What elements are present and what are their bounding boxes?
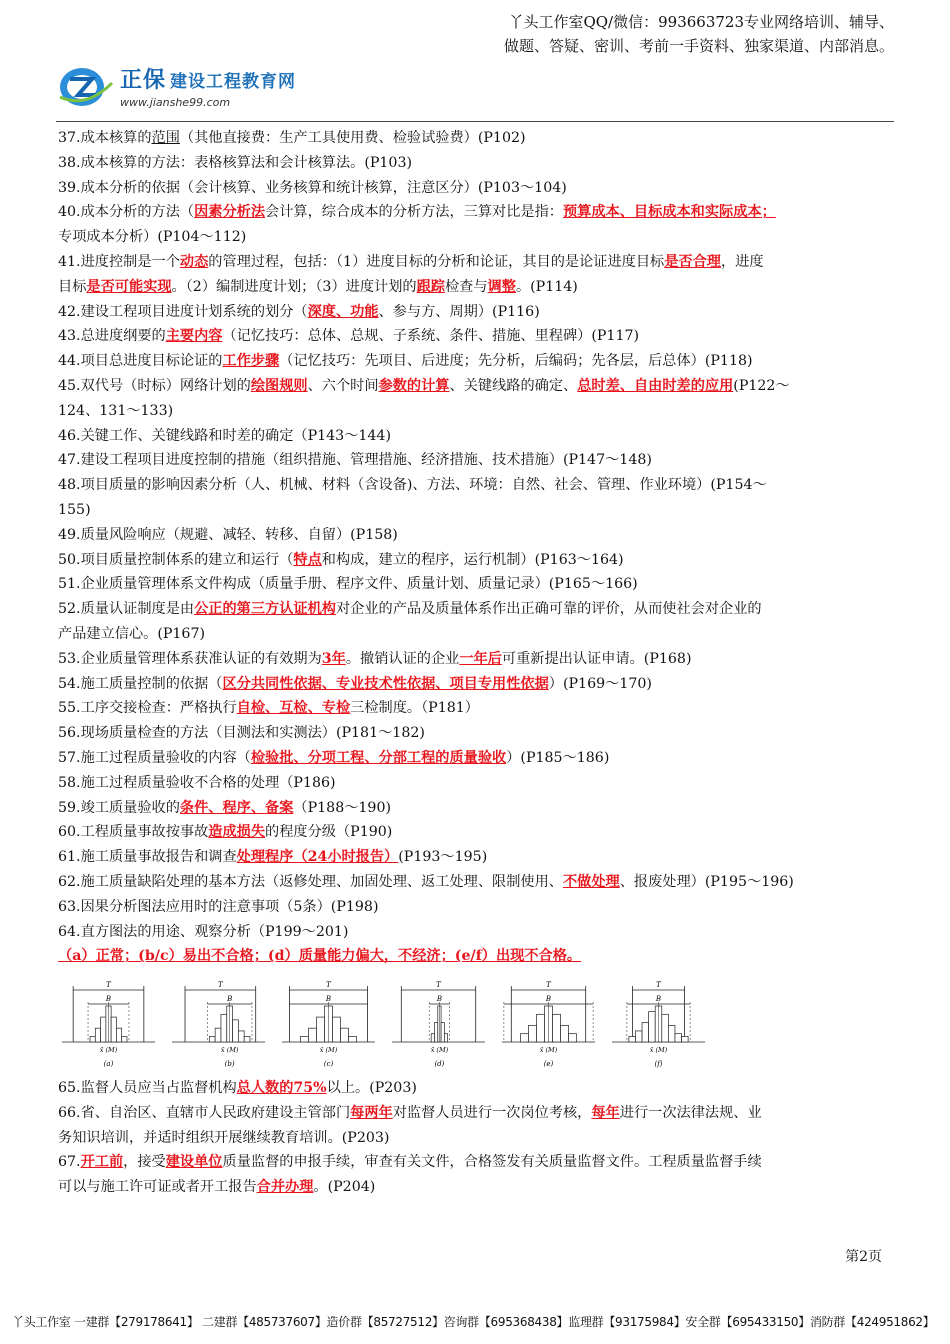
highlighted-text: 跟踪 (416, 278, 445, 295)
highlighted-text: 预算成本、目标成本和实际成本； (562, 204, 776, 221)
distribution-label: B (325, 995, 332, 1004)
text-segment: 39.成本分析的依据（会计核算、业务核算和统计核算，注意区分）(P103～104) (58, 179, 567, 196)
text-segment: 50.项目质量控制体系的建立和运行（ (58, 551, 294, 568)
text-line (58, 275, 894, 300)
highlighted-text: 条件、程序、备案 (179, 799, 294, 816)
text-line (58, 796, 894, 821)
histogram-bar (434, 1023, 437, 1042)
highlighted-text: （a）正常；(b/c）易出不合格；(d）质量能力偏大，不经济；(e/f）出现不合格。 (58, 948, 582, 965)
highlighted-text: 合并办理 (256, 1179, 314, 1196)
histogram-bar (122, 1037, 127, 1043)
text-line (58, 523, 894, 548)
text-line (58, 845, 894, 870)
text-line (58, 1175, 894, 1200)
highlighted-text: 处理程序（24小时报告） (236, 849, 399, 866)
text-line (58, 1076, 894, 1101)
histogram-bar (95, 1028, 100, 1042)
text-line (58, 548, 894, 573)
text-line (58, 200, 894, 225)
highlighted-text: 总时差、自由时差的应用 (577, 377, 734, 394)
text-line (58, 721, 894, 746)
panel-label: (c) (323, 1060, 334, 1069)
histogram-svg (58, 976, 159, 1074)
histogram-panel (608, 976, 709, 1074)
histogram-bar (668, 1025, 675, 1042)
histogram-bar (529, 1025, 537, 1042)
text-segment: (P193～195) (398, 849, 488, 866)
axis-label: x̄ (M) (539, 1046, 558, 1055)
highlighted-text: 每两年 (350, 1104, 393, 1121)
text-segment: 54.施工质量控制的依据（ (58, 675, 223, 692)
text-segment: 63.因果分析图法应用时的注意事项（5条）(P198) (58, 898, 379, 915)
text-line (58, 1101, 894, 1126)
text-segment: 51.企业质量管理体系文件构成（质量手册、程序文件、质量计划、质量记录）(P165～166) (58, 576, 638, 593)
histogram-panel (498, 976, 599, 1074)
histogram-bar (209, 1037, 215, 1043)
text-segment: 38.成本核算的方法：表格核算法和会计核算法。(P103) (58, 154, 413, 171)
text-segment: ）(P185～186) (506, 749, 610, 766)
logo-url: www.jianshe99.com (120, 96, 231, 109)
histogram-bar (101, 1017, 106, 1042)
histogram-svg (388, 976, 489, 1074)
text-segment: ，接受 (123, 1154, 166, 1171)
text-segment: 对监督人员进行一次岗位考核， (392, 1104, 592, 1121)
highlighted-text: 一年后 (459, 650, 502, 667)
tolerance-label: T (436, 981, 441, 990)
text-line (58, 572, 894, 597)
logo-name: 建设工程教育网 (170, 72, 297, 92)
text-line (58, 225, 894, 250)
text-segment: 58.施工过程质量验收不合格的处理（P186) (58, 774, 336, 791)
text-segment: 57.施工过程质量验收的内容（ (58, 749, 251, 766)
axis-label: x̄ (M) (430, 1046, 449, 1055)
text-line (58, 300, 894, 325)
highlighted-text: 工作步骤 (222, 353, 280, 370)
text-line (58, 151, 894, 176)
text-segment: 。撤销认证的企业 (345, 650, 460, 667)
histogram-svg (168, 976, 269, 1074)
text-segment: 检查与 (444, 278, 488, 295)
axis-label: x̄ (M) (220, 1046, 239, 1055)
header-note (424, 10, 894, 58)
histogram-bar (569, 1034, 577, 1042)
text-segment: 范围 (151, 130, 180, 146)
text-segment: 37.成本核算的 (58, 130, 152, 146)
logo-brand: 正保 (120, 68, 167, 93)
text-segment: 43.总进度纲要的 (58, 328, 166, 345)
histogram-bar (649, 1012, 656, 1042)
highlighted-text: 造成损失 (208, 824, 266, 841)
text-segment: 55.工序交接检查：严格执行 (58, 700, 237, 717)
text-segment: 可重新提出认证申请。(P168) (501, 650, 692, 667)
histogram-bar (521, 1034, 529, 1042)
text-line (58, 870, 894, 895)
highlighted-text: 公正的第三方认证机构 (194, 601, 336, 618)
highlighted-text: 特点 (293, 551, 322, 568)
histogram-panel (168, 976, 269, 1074)
histogram-bar (682, 1037, 689, 1043)
histogram-bar (215, 1028, 221, 1042)
axis-label: x̄ (M) (99, 1046, 118, 1055)
text-segment: 。(P204) (313, 1179, 376, 1196)
text-segment: 42.建设工程项目进度计划系统的划分（ (58, 303, 308, 320)
highlighted-text: 调整 (487, 278, 516, 295)
text-line (58, 746, 894, 771)
histogram-bar (662, 1014, 669, 1042)
text-segment: 47.建设工程项目进度控制的措施（组织措施、管理措施、经济措施、技术措施）(P147～148) (58, 452, 652, 469)
text-line (58, 1126, 894, 1151)
text-block-2 (58, 1076, 894, 1200)
histogram-bar (301, 1037, 309, 1043)
footer-groups: 丫头工作室 一建群【279178641】 二建群【485737607】造价群【85727512】咨询群【695368438】监理群【93175984】安全群【695433150】消防群【424951862】 (12, 1315, 935, 1329)
histogram-figures (58, 976, 894, 1074)
text-line (58, 944, 894, 969)
text-line (58, 448, 894, 473)
text-line (58, 771, 894, 796)
text-line (58, 424, 894, 449)
highlighted-text: 不做处理 (562, 873, 620, 890)
text-segment: ）(P169～170) (548, 675, 652, 692)
histogram-bar (317, 1017, 325, 1042)
histogram-bar (635, 1031, 642, 1042)
logo-emblem-icon (56, 63, 114, 109)
text-line (58, 498, 894, 523)
text-segment: 。(P114) (515, 278, 578, 295)
highlighted-text: 主要内容 (165, 328, 223, 345)
text-line (58, 324, 894, 349)
tolerance-label: T (326, 981, 331, 990)
highlighted-text: 因素分析法 (194, 204, 266, 221)
histogram-bar (441, 1023, 444, 1042)
text-segment: 、报废处理）(P195～196) (619, 873, 794, 890)
text-line (58, 473, 894, 498)
text-segment: 以上。(P203) (326, 1080, 417, 1097)
text-segment: （其他直接费：生产工具使用费、检验试验费）(P102) (179, 130, 526, 146)
histogram-bar (233, 1020, 239, 1042)
distribution-label: B (227, 995, 233, 1004)
histogram-bar (537, 1014, 545, 1042)
text-line (58, 126, 894, 151)
highlighted-text: 自检、互检、专检 (236, 700, 351, 717)
text-segment: 、参与方、周期）(P116) (378, 303, 540, 320)
histogram-bar (333, 1017, 341, 1042)
highlighted-text: 检验批、分项工程、分部工程的质量验收 (250, 749, 507, 766)
histogram-svg (278, 976, 379, 1074)
histogram-bar (90, 1037, 95, 1043)
text-line (58, 250, 894, 275)
text-segment: 和构成，建立的程序，运行机制）(P163～164) (321, 551, 624, 568)
text-segment: (P122～ (733, 377, 790, 394)
text-line (58, 374, 894, 399)
histogram-bar (221, 1014, 227, 1042)
text-line (58, 672, 894, 697)
distribution-label: B (105, 995, 112, 1004)
page-number: 第2页 (845, 1249, 882, 1265)
text-line (58, 647, 894, 672)
panel-label: (e) (543, 1060, 554, 1069)
highlighted-text: 总人数的75% (236, 1080, 327, 1097)
text-line (58, 895, 894, 920)
text-segment: 质量监督的申报手续，审查有关文件，合格签发有关质量监督文件。工程质量监督手续 (222, 1154, 762, 1171)
panel-label: (b) (224, 1060, 235, 1069)
brand-logo (56, 58, 296, 114)
text-segment: 49.质量风险响应（规避、减轻、转移、自留）(P158) (58, 526, 398, 543)
histogram-svg (608, 976, 709, 1074)
text-segment: 的管理过程，包括：（1）进度目标的分析和论证，其目的是论证进度目标 (208, 253, 665, 270)
text-segment: 三检制度。（P181） (350, 700, 479, 717)
highlighted-text: 开工前 (80, 1154, 124, 1171)
highlighted-text: 是否合理 (664, 253, 721, 270)
text-segment: 41.进度控制是一个 (58, 253, 180, 270)
histogram-bar (309, 1028, 317, 1042)
text-segment: 40.成本分析的方法（ (58, 204, 195, 221)
highlighted-text: 每年 (591, 1104, 620, 1121)
text-segment: 产品建立信心。(P167) (58, 625, 206, 642)
histogram-bar (111, 1017, 116, 1042)
text-segment: 56.现场质量检查的方法（目测法和实测法）(P181～182) (58, 725, 425, 742)
text-segment: 。（2）编制进度计划；（3）进度计划的 (171, 278, 417, 295)
highlighted-text: 深度、功能 (307, 303, 379, 320)
text-line (58, 399, 894, 424)
text-segment: ，进度 (720, 253, 764, 270)
panel-label: (f) (654, 1060, 663, 1069)
text-segment: 124、131～133) (58, 402, 174, 419)
text-segment: 进行一次法律法规、业 (619, 1104, 762, 1121)
text-segment: 64.直方图法的用途、观察分析（P199～201) (58, 923, 349, 940)
text-segment: 、关键线路的确定、 (449, 377, 578, 394)
histogram-svg (498, 976, 599, 1074)
panel-label: (d) (434, 1060, 445, 1069)
highlighted-text: 建设单位 (165, 1154, 223, 1171)
text-segment: 45.双代号（时标）网络计划的 (58, 377, 251, 394)
histogram-bar (675, 1034, 682, 1042)
axis-label: x̄ (M) (649, 1046, 668, 1055)
histogram-bar (341, 1028, 349, 1042)
tolerance-label: T (546, 981, 551, 990)
distribution-label: B (545, 995, 552, 1004)
highlighted-text: 绘图规则 (250, 377, 308, 394)
text-segment: （P188～190) (293, 799, 392, 816)
text-segment: 67. (58, 1154, 81, 1171)
histogram-bar (238, 1031, 244, 1042)
axis-label: x̄ (M) (319, 1046, 338, 1055)
histogram-bar (349, 1037, 357, 1043)
histogram-bar (642, 1023, 649, 1042)
text-segment: （记忆技巧：先项目、后进度；先分析，后编码；先各层，后总体）(P118) (279, 353, 753, 370)
text-line (58, 622, 894, 647)
text-segment: 目标 (58, 278, 87, 295)
panel-label: (a) (103, 1060, 114, 1069)
text-segment: 65.监督人员应当占监督机构 (58, 1080, 237, 1097)
text-line (58, 1150, 894, 1175)
histogram-panel (58, 976, 159, 1074)
text-segment: 52.质量认证制度是由 (58, 601, 195, 618)
histogram-panel (278, 976, 379, 1074)
distribution-label: B (436, 995, 443, 1004)
text-segment: 155) (58, 501, 91, 518)
text-segment: 对企业的产品及质量体系作出正确可靠的评价，从而使社会对企业的 (335, 601, 762, 618)
text-segment: 44.项目总进度目标论证的 (58, 353, 223, 370)
histogram-bar (431, 1034, 434, 1042)
text-segment: 46.关键工作、关键线路和时差的确定（P143～144) (58, 427, 391, 444)
text-segment: 59.竣工质量验收的 (58, 799, 180, 816)
text-block-1 (58, 126, 894, 969)
header-note-line1: 丫头工作室QQ/微信：993663723专业网络培训、辅导、 (508, 13, 894, 31)
text-line (58, 597, 894, 622)
histogram-panel (388, 976, 489, 1074)
header-note-line2: 做题、答疑、密训、考前一手资料、独家渠道、内部消息。 (503, 37, 894, 55)
highlighted-text: 3年 (321, 650, 346, 667)
text-line (58, 176, 894, 201)
highlighted-text: 是否可能实现 (86, 278, 172, 295)
highlighted-text: 区分共同性依据、专业技术性依据、项目专用性依据 (222, 675, 549, 692)
tolerance-label: T (106, 981, 111, 990)
text-segment: 可以与施工许可证或者开工报告 (58, 1179, 257, 1196)
text-line (58, 920, 894, 945)
histogram-bar (444, 1034, 447, 1042)
text-segment: 53.企业质量管理体系获准认证的有效期为 (58, 650, 322, 667)
text-segment: 会计算，综合成本的分析方法，三算对比是指： (265, 204, 563, 221)
distribution-label: B (655, 995, 662, 1004)
tolerance-label: T (656, 981, 661, 990)
text-line (58, 820, 894, 845)
text-segment: 62.施工质量缺陷处理的基本方法（返修处理、加固处理、返工处理、限制使用、 (58, 873, 563, 890)
highlighted-text: 参数的计算 (378, 377, 450, 394)
histogram-bar (244, 1037, 250, 1043)
header-divider (56, 121, 894, 122)
histogram-bar (553, 1014, 561, 1042)
text-segment: 48.项目质量的影响因素分析（人、机械、材料（含设备)、方法、环境：自然、社会、管理、作业环境）(P154～ (58, 477, 767, 494)
histogram-bar (629, 1037, 636, 1043)
text-line (58, 349, 894, 374)
document-body (58, 126, 894, 1200)
tolerance-label: T (218, 981, 223, 990)
text-segment: 60.工程质量事故按事故 (58, 824, 209, 841)
text-segment: 61.施工质量事故报告和调查 (58, 849, 237, 866)
text-line (58, 696, 894, 721)
histogram-bar (116, 1028, 121, 1042)
highlighted-text: 动态 (179, 253, 209, 270)
text-segment: 66.省、自治区、直辖市人民政府建设主管部门 (58, 1104, 351, 1121)
text-segment: 的程度分级（P190) (265, 824, 393, 841)
text-segment: 务知识培训，并适时组织开展继续教育培训。(P203) (58, 1129, 390, 1146)
text-segment: 专项成本分析）(P104～112) (58, 229, 247, 246)
histogram-bar (561, 1025, 569, 1042)
text-segment: （记忆技巧：总体、总规、子系统、条件、措施、里程碑）(P117) (222, 328, 640, 345)
text-segment: 、六个时间 (307, 377, 379, 394)
